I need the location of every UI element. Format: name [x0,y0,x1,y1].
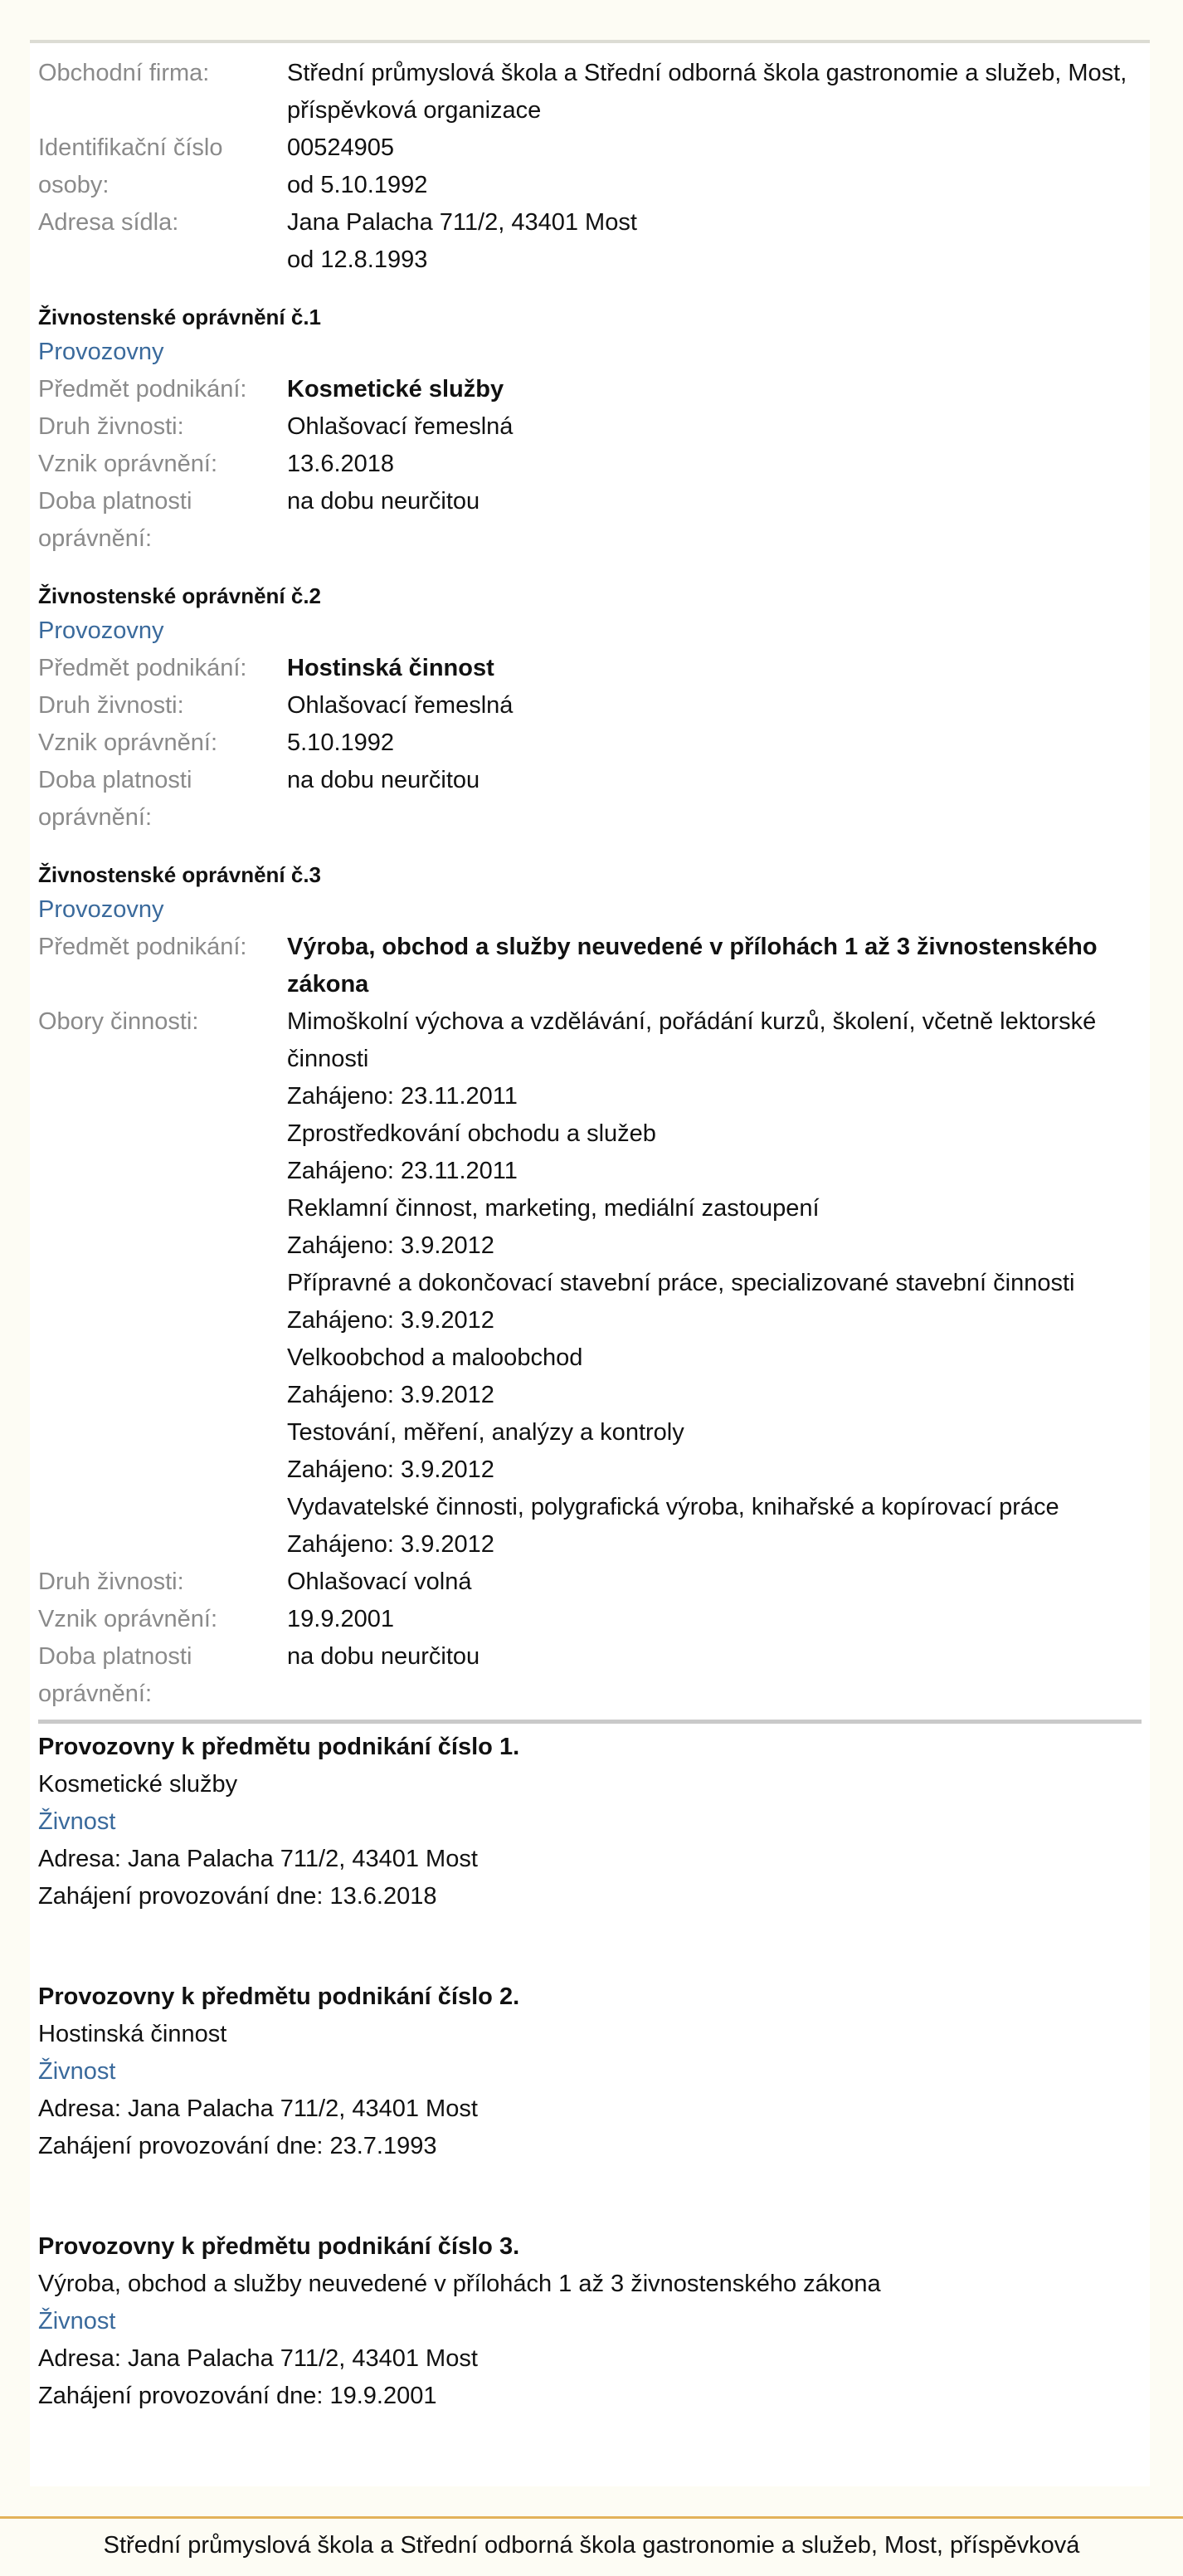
establishment-license-link[interactable]: Živnost [38,2308,116,2334]
validity-label: Doba platnosti oprávnění: [38,1643,192,1707]
field-started: Zahájeno: 3.9.2012 [287,1456,494,1483]
establishment-start: Zahájení provozování dne: 13.6.2018 [38,1883,437,1910]
field-started: Zahájeno: 3.9.2012 [287,1307,494,1334]
license-3-title: Živnostenské oprávnění č.3 [38,862,322,887]
field-started: Zahájeno: 23.11.2011 [287,1158,518,1184]
ico-since: od 5.10.1992 [287,172,428,198]
validity-value: na dobu neurčitou [287,488,480,515]
license-2-validity-row [38,762,1142,837]
subject-value: Hostinská činnost [287,655,494,681]
ico-value-block [287,129,1142,204]
address-label: Adresa sídla: [38,209,179,236]
establishment-title: Provozovny k předmětu podnikání číslo 2. [38,1983,520,2010]
subject-value: Výroba, obchod a služby neuvedené v přílohách 1 až 3 živnostenského zákona [287,934,1098,998]
origin-value: 13.6.2018 [287,451,395,477]
license-3-validity-row [38,1638,1142,1713]
license-1-establishments-link[interactable]: Provozovny [38,339,164,365]
validity-value: na dobu neurčitou [287,1643,480,1670]
address-value-block [287,204,1142,279]
license-3-kind-row [38,1564,1142,1601]
validity-value: na dobu neurčitou [287,767,480,793]
ico-label: Identifikační číslo osoby: [38,134,223,198]
establishment-address: Adresa: Jana Palacha 711/2, 43401 Most [38,2095,478,2122]
license-3-subject-row [38,929,1142,1003]
establishment-address: Adresa: Jana Palacha 711/2, 43401 Most [38,2345,478,2372]
license-3-fields-row [38,1003,1142,1564]
field-name: Reklamní činnost, marketing, mediální zastoupení [287,1195,820,1222]
firm-label: Obchodní firma: [38,60,210,86]
license-1-subject-row [38,371,1142,408]
license-1-title: Živnostenské oprávnění č.1 [38,305,322,329]
establishment-start: Zahájení provozování dne: 23.7.1993 [38,2133,437,2159]
firm-row [38,55,1142,129]
kind-value: Ohlašovací volná [287,1569,472,1595]
field-name: Přípravné a dokončovací stavební práce, specializované stavební činnosti [287,1270,1075,1296]
address-value: Jana Palacha 711/2, 43401 Most [287,209,637,236]
origin-label: Vznik oprávnění: [38,451,218,477]
establishment-license-link[interactable]: Živnost [38,1808,116,1835]
license-1-validity-row [38,483,1142,558]
establishment-title: Provozovny k předmětu podnikání číslo 1. [38,1734,520,1760]
page-footer [0,2516,1183,2576]
establishment-address: Adresa: Jana Palacha 711/2, 43401 Most [38,1846,478,1872]
field-started: Zahájeno: 3.9.2012 [287,1531,494,1558]
firm-value: Střední průmyslová škola a Střední odborná škola gastronomie a služeb, Most, příspěvková organizace [287,60,1127,124]
license-1-origin-row [38,446,1142,483]
origin-value: 19.9.2001 [287,1606,395,1632]
establishment-subject: Kosmetické služby [38,1771,238,1798]
subject-label: Předmět podnikání: [38,655,247,681]
establishment-1 [38,1729,1142,1915]
license-1-kind-row [38,408,1142,446]
establishment-2 [38,1978,1142,2165]
establishment-license-link[interactable]: Živnost [38,2058,116,2085]
field-started: Zahájeno: 23.11.2011 [287,1083,518,1110]
establishment-start: Zahájení provozování dne: 19.9.2001 [38,2383,437,2409]
field-started: Zahájeno: 3.9.2012 [287,1232,494,1259]
field-name: Velkoobchod a maloobchod [287,1344,583,1371]
license-2-origin-row [38,724,1142,762]
kind-label: Druh živnosti: [38,413,184,440]
field-name: Zprostředkování obchodu a služeb [287,1120,656,1147]
kind-label: Druh živnosti: [38,1569,184,1595]
license-3-origin-row [38,1601,1142,1638]
kind-label: Druh živnosti: [38,692,184,719]
establishment-title: Provozovny k předmětu podnikání číslo 3. [38,2233,520,2260]
field-started: Zahájeno: 3.9.2012 [287,1382,494,1408]
ico-row [38,129,1142,204]
subject-label: Předmět podnikání: [38,376,247,402]
origin-label: Vznik oprávnění: [38,1606,218,1632]
section-divider [38,1720,1142,1724]
license-2-establishments-link[interactable]: Provozovny [38,617,164,644]
license-2-kind-row [38,687,1142,724]
establishment-subject: Hostinská činnost [38,2021,227,2047]
address-row [38,204,1142,279]
license-2-subject-row [38,650,1142,687]
subject-value: Kosmetické služby [287,376,504,402]
license-2-title: Živnostenské oprávnění č.2 [38,583,322,608]
validity-label: Doba platnosti oprávnění: [38,488,192,552]
origin-value: 5.10.1992 [287,729,395,756]
ico-value: 00524905 [287,134,395,161]
fields-list [287,1003,1142,1564]
fields-label: Obory činnosti: [38,1008,199,1035]
field-name: Vydavatelské činnosti, polygrafická výroba, knihařské a kopírovací práce [287,1494,1059,1520]
license-3-establishments-link[interactable]: Provozovny [38,896,164,923]
footer-text: Střední průmyslová škola a Střední odborná škola gastronomie a služeb, Most, příspěvková [103,2532,1080,2559]
kind-value: Ohlašovací řemeslná [287,413,514,440]
establishment-3 [38,2228,1142,2415]
record-card [30,40,1150,2486]
subject-label: Předmět podnikání: [38,934,247,960]
establishment-subject: Výroba, obchod a služby neuvedené v přílohách 1 až 3 živnostenského zákona [38,2271,881,2297]
field-name: Testování, měření, analýzy a kontroly [287,1419,684,1446]
origin-label: Vznik oprávnění: [38,729,218,756]
field-name: Mimoškolní výchova a vzdělávání, pořádání kurzů, školení, včetně lektorské činnosti [287,1008,1097,1072]
validity-label: Doba platnosti oprávnění: [38,767,192,831]
kind-value: Ohlašovací řemeslná [287,692,514,719]
address-since: od 12.8.1993 [287,246,428,273]
